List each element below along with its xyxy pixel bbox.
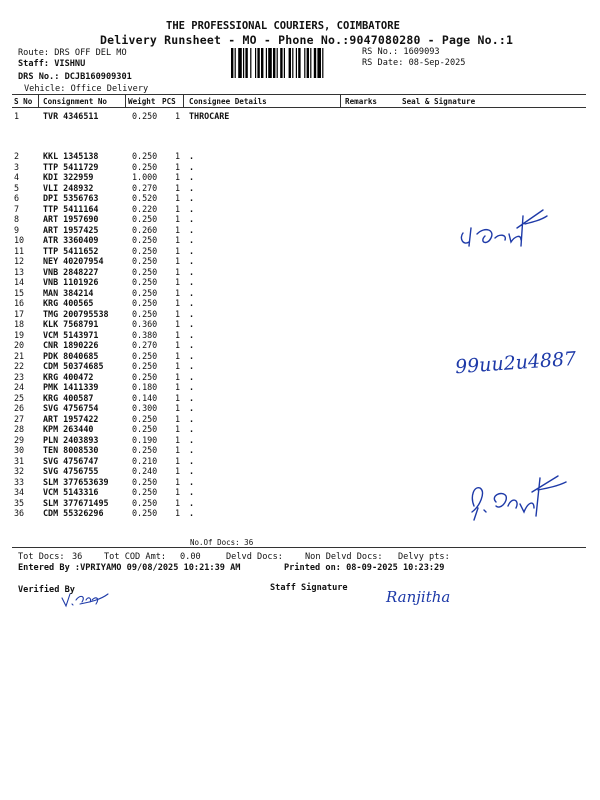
row-pcs: 1 <box>175 382 181 392</box>
row-weight: 0.380 <box>132 329 158 340</box>
row-weight: 0.240 <box>132 466 158 476</box>
row-sno: 14 <box>14 277 25 287</box>
row-sno: 26 <box>14 403 25 413</box>
row-consignment-no: SVG 4756754 <box>43 403 99 413</box>
row-consignee: . <box>189 214 195 224</box>
row-consignee: . <box>189 172 195 182</box>
row-sno: 21 <box>14 350 25 361</box>
row-pcs: 1 <box>175 424 181 434</box>
row-consignee: . <box>189 329 195 340</box>
row-consignment-no: SLM 377653639 <box>43 476 109 487</box>
row-weight: 0.140 <box>132 392 158 403</box>
row-sno: 3 <box>14 161 20 172</box>
row-consignment-no: KKL 1345138 <box>43 151 99 161</box>
row-sno: 28 <box>14 424 25 434</box>
tot-cod-value: 0.00 <box>180 552 201 562</box>
row-consignee: . <box>189 287 195 298</box>
row-pcs: 1 <box>175 214 181 224</box>
row-consignment-no: TVR 4346511 <box>43 111 99 121</box>
row-sno: 2 <box>14 151 20 161</box>
row-consignment-no: CDM 55326296 <box>43 508 104 518</box>
row-weight: 0.300 <box>132 403 158 413</box>
row-sno: 35 <box>14 497 25 508</box>
row-pcs: 1 <box>175 476 181 487</box>
row-pcs: 1 <box>175 361 181 371</box>
row-consignee: . <box>189 203 195 214</box>
row-consignment-no: TTP 5411652 <box>43 245 99 256</box>
row-consignment-no: DPI 5356763 <box>43 193 99 203</box>
row-pcs: 1 <box>175 172 181 182</box>
row-pcs: 1 <box>175 466 181 476</box>
row-consignment-no: CNR 1890226 <box>43 340 99 350</box>
row-weight: 1.000 <box>132 172 158 182</box>
non-delvd-docs-label: Non Delvd Docs: <box>305 552 383 562</box>
row-pcs: 1 <box>175 161 181 172</box>
row-consignee: . <box>189 340 195 350</box>
row-pcs: 1 <box>175 245 181 256</box>
row-weight: 0.250 <box>132 298 158 308</box>
row-sno: 9 <box>14 224 20 235</box>
row-weight: 0.210 <box>132 455 158 466</box>
row-pcs: 1 <box>175 455 181 466</box>
row-weight: 0.260 <box>132 224 158 235</box>
col-seal-signature: Seal & Signature <box>402 97 476 106</box>
signature-scribble-2 <box>462 466 582 526</box>
row-consignee: . <box>189 445 195 455</box>
row-consignee: . <box>189 476 195 487</box>
verified-by-label: Verified By <box>18 585 75 595</box>
row-weight: 0.250 <box>132 413 158 424</box>
row-consignee: . <box>189 382 195 392</box>
row-pcs: 1 <box>175 277 181 287</box>
row-pcs: 1 <box>175 308 181 319</box>
row-consignee: . <box>189 319 195 329</box>
row-weight: 0.250 <box>132 277 158 287</box>
row-sno: 7 <box>14 203 20 214</box>
row-consignee: . <box>189 434 195 445</box>
row-consignee: . <box>189 487 195 497</box>
row-weight: 0.250 <box>132 235 158 245</box>
col-divider-2 <box>125 94 126 107</box>
row-weight: 0.250 <box>132 308 158 319</box>
row-consignment-no: SLM 377671495 <box>43 497 109 508</box>
row-sno: 13 <box>14 266 25 277</box>
runsheet-title: Delivery Runsheet - MO - Phone No.:9047080280 - Page No.:1 <box>100 33 514 47</box>
row-sno: 18 <box>14 319 25 329</box>
row-pcs: 1 <box>175 287 181 298</box>
row-consignee: . <box>189 193 195 203</box>
row-weight: 0.520 <box>132 193 158 203</box>
row-weight: 0.270 <box>132 340 158 350</box>
row-consignment-no: VCM 5143971 <box>43 329 99 340</box>
row-sno: 1 <box>14 111 20 121</box>
row-consignment-no: CDM 50374685 <box>43 361 104 371</box>
row-consignment-no: ATR 3360409 <box>43 235 99 245</box>
col-sno: S No <box>14 97 33 106</box>
row-sno: 12 <box>14 256 25 266</box>
drs-number: DRS No.: DCJB160909301 <box>18 72 132 82</box>
row-sno: 31 <box>14 455 25 466</box>
row-sno: 29 <box>14 434 25 445</box>
row-pcs: 1 <box>175 350 181 361</box>
row-weight: 0.250 <box>132 214 158 224</box>
row-sno: 36 <box>14 508 25 518</box>
row-consignment-no: KRG 400472 <box>43 371 94 382</box>
row-consignment-no: ART 1957422 <box>43 413 99 424</box>
col-divider-4 <box>340 94 341 107</box>
row-pcs: 1 <box>175 445 181 455</box>
row-sno: 24 <box>14 382 25 392</box>
row-pcs: 1 <box>175 371 181 382</box>
row-consignee: . <box>189 182 195 193</box>
row-consignee: . <box>189 371 195 382</box>
row-consignment-no: VNB 1101926 <box>43 277 99 287</box>
row-consignee: . <box>189 308 195 319</box>
route-label: Route: DRS OFF DEL MO <box>18 48 127 58</box>
rs-number: RS No.: 1609093 <box>362 47 440 57</box>
row-sno: 27 <box>14 413 25 424</box>
row-sno: 34 <box>14 487 25 497</box>
no-of-docs: No.Of Docs: 36 <box>190 538 254 547</box>
tot-cod-label: Tot COD Amt: <box>104 552 167 562</box>
entered-by: Entered By :VPRIYAMO 09/08/2025 10:21:39 AM <box>18 563 241 573</box>
row-pcs: 1 <box>175 392 181 403</box>
table-header-bottom-rule <box>12 107 586 108</box>
row-sno: 32 <box>14 466 25 476</box>
signature-scribble-1 <box>455 198 565 253</box>
row-sno: 22 <box>14 361 25 371</box>
row-sno: 6 <box>14 193 20 203</box>
row-consignment-no: TEN 8008530 <box>43 445 99 455</box>
row-sno: 19 <box>14 329 25 340</box>
row-pcs: 1 <box>175 319 181 329</box>
row-weight: 0.360 <box>132 319 158 329</box>
row-weight: 0.250 <box>132 487 158 497</box>
row-weight: 0.190 <box>132 434 158 445</box>
handwritten-phone-note: 99uu2u4887 <box>454 347 577 379</box>
row-weight: 0.250 <box>132 361 158 371</box>
row-consignee: THROCARE <box>189 111 230 121</box>
row-sno: 8 <box>14 214 20 224</box>
row-weight: 0.250 <box>132 508 158 518</box>
row-consignment-no: TMG 200795538 <box>43 308 109 319</box>
row-sno: 17 <box>14 308 25 319</box>
row-consignee: . <box>189 151 195 161</box>
row-consignee: . <box>189 455 195 466</box>
row-consignment-no: KRG 400565 <box>43 298 94 308</box>
row-sno: 20 <box>14 340 25 350</box>
barcode <box>231 48 358 78</box>
row-weight: 0.250 <box>132 161 158 172</box>
row-sno: 5 <box>14 182 20 193</box>
row-consignee: . <box>189 392 195 403</box>
row-consignee: . <box>189 403 195 413</box>
row-weight: 0.250 <box>132 287 158 298</box>
row-consignee: . <box>189 224 195 235</box>
row-pcs: 1 <box>175 329 181 340</box>
footer-rule <box>12 547 586 548</box>
row-consignee: . <box>189 161 195 172</box>
row-sno: 10 <box>14 235 25 245</box>
col-weight: Weight <box>128 97 156 106</box>
row-pcs: 1 <box>175 256 181 266</box>
company-name: THE PROFESSIONAL COURIERS, COIMBATORE <box>166 20 400 32</box>
row-consignee: . <box>189 277 195 287</box>
row-consignment-no: NEY 40207954 <box>43 256 104 266</box>
col-pcs: PCS <box>162 97 176 106</box>
row-consignment-no: KRG 400587 <box>43 392 94 403</box>
col-remarks: Remarks <box>345 97 378 106</box>
row-pcs: 1 <box>175 203 181 214</box>
row-pcs: 1 <box>175 508 181 518</box>
row-consignee: . <box>189 245 195 256</box>
staff-signature-label: Staff Signature <box>270 583 348 593</box>
col-divider-1 <box>38 94 39 107</box>
row-pcs: 1 <box>175 151 181 161</box>
tot-docs-value: 36 <box>72 552 83 562</box>
row-sno: 16 <box>14 298 25 308</box>
row-sno: 25 <box>14 392 25 403</box>
row-consignment-no: KLK 7568791 <box>43 319 99 329</box>
row-pcs: 1 <box>175 193 181 203</box>
row-weight: 0.250 <box>132 424 158 434</box>
row-consignment-no: TTP 5411729 <box>43 161 99 172</box>
row-weight: 0.220 <box>132 203 158 214</box>
row-consignment-no: ART 1957690 <box>43 214 99 224</box>
row-consignment-no: VLI 248932 <box>43 182 94 193</box>
row-sno: 33 <box>14 476 25 487</box>
row-weight: 0.250 <box>132 371 158 382</box>
row-weight: 0.250 <box>132 350 158 361</box>
row-consignee: . <box>189 413 195 424</box>
row-consignment-no: TTP 5411164 <box>43 203 99 214</box>
col-consignment: Consignment No <box>43 97 108 106</box>
row-sno: 15 <box>14 287 25 298</box>
row-pcs: 1 <box>175 497 181 508</box>
row-pcs: 1 <box>175 487 181 497</box>
verified-by-signature <box>60 588 110 610</box>
row-consignment-no: ART 1957425 <box>43 224 99 235</box>
col-consignee: Consignee Details <box>189 97 267 106</box>
row-weight: 0.250 <box>132 111 158 121</box>
row-sno: 11 <box>14 245 25 256</box>
row-consignment-no: KDI 322959 <box>43 172 94 182</box>
table-header-top-rule <box>12 94 586 95</box>
row-pcs: 1 <box>175 235 181 245</box>
row-consignee: . <box>189 466 195 476</box>
row-weight: 0.250 <box>132 476 158 487</box>
row-pcs: 1 <box>175 224 181 235</box>
row-sno: 30 <box>14 445 25 455</box>
rs-date: RS Date: 08-Sep-2025 <box>362 58 466 68</box>
row-pcs: 1 <box>175 340 181 350</box>
row-pcs: 1 <box>175 434 181 445</box>
row-consignment-no: PMK 1411339 <box>43 382 99 392</box>
delvd-docs-label: Delvd Docs: <box>226 552 283 562</box>
row-consignment-no: PLN 2403893 <box>43 434 99 445</box>
row-pcs: 1 <box>175 182 181 193</box>
row-consignee: . <box>189 508 195 518</box>
printed-on: Printed on: 08-09-2025 10:23:29 <box>284 563 445 573</box>
row-consignee: . <box>189 298 195 308</box>
staff-label: Staff: VISHNU <box>18 59 86 69</box>
row-weight: 0.250 <box>132 245 158 256</box>
col-divider-3 <box>183 94 184 107</box>
tot-docs-label: Tot Docs: <box>18 552 65 562</box>
row-weight: 0.250 <box>132 445 158 455</box>
row-pcs: 1 <box>175 298 181 308</box>
row-consignee: . <box>189 350 195 361</box>
row-consignee: . <box>189 497 195 508</box>
row-pcs: 1 <box>175 111 181 121</box>
row-weight: 0.250 <box>132 497 158 508</box>
row-consignment-no: MAN 384214 <box>43 287 94 298</box>
row-sno: 23 <box>14 371 25 382</box>
row-consignee: . <box>189 266 195 277</box>
row-weight: 0.250 <box>132 151 158 161</box>
row-pcs: 1 <box>175 413 181 424</box>
row-consignee: . <box>189 361 195 371</box>
row-consignment-no: SVG 4756755 <box>43 466 99 476</box>
row-pcs: 1 <box>175 266 181 277</box>
vehicle-label: Vehicle: Office Delivery <box>24 84 149 94</box>
row-consignment-no: VCM 5143316 <box>43 487 99 497</box>
row-weight: 0.180 <box>132 382 158 392</box>
staff-signature-name: Ranjitha <box>386 588 451 606</box>
row-pcs: 1 <box>175 403 181 413</box>
row-consignee: . <box>189 424 195 434</box>
row-consignee: . <box>189 235 195 245</box>
row-consignment-no: PDK 8040685 <box>43 350 99 361</box>
row-consignment-no: VNB 2848227 <box>43 266 99 277</box>
row-weight: 0.250 <box>132 256 158 266</box>
row-consignment-no: SVG 4756747 <box>43 455 99 466</box>
delvy-pts-label: Delvy pts: <box>398 552 450 562</box>
row-consignee: . <box>189 256 195 266</box>
row-consignment-no: KPM 263440 <box>43 424 94 434</box>
row-weight: 0.250 <box>132 266 158 277</box>
row-weight: 0.270 <box>132 182 158 193</box>
row-sno: 4 <box>14 172 20 182</box>
